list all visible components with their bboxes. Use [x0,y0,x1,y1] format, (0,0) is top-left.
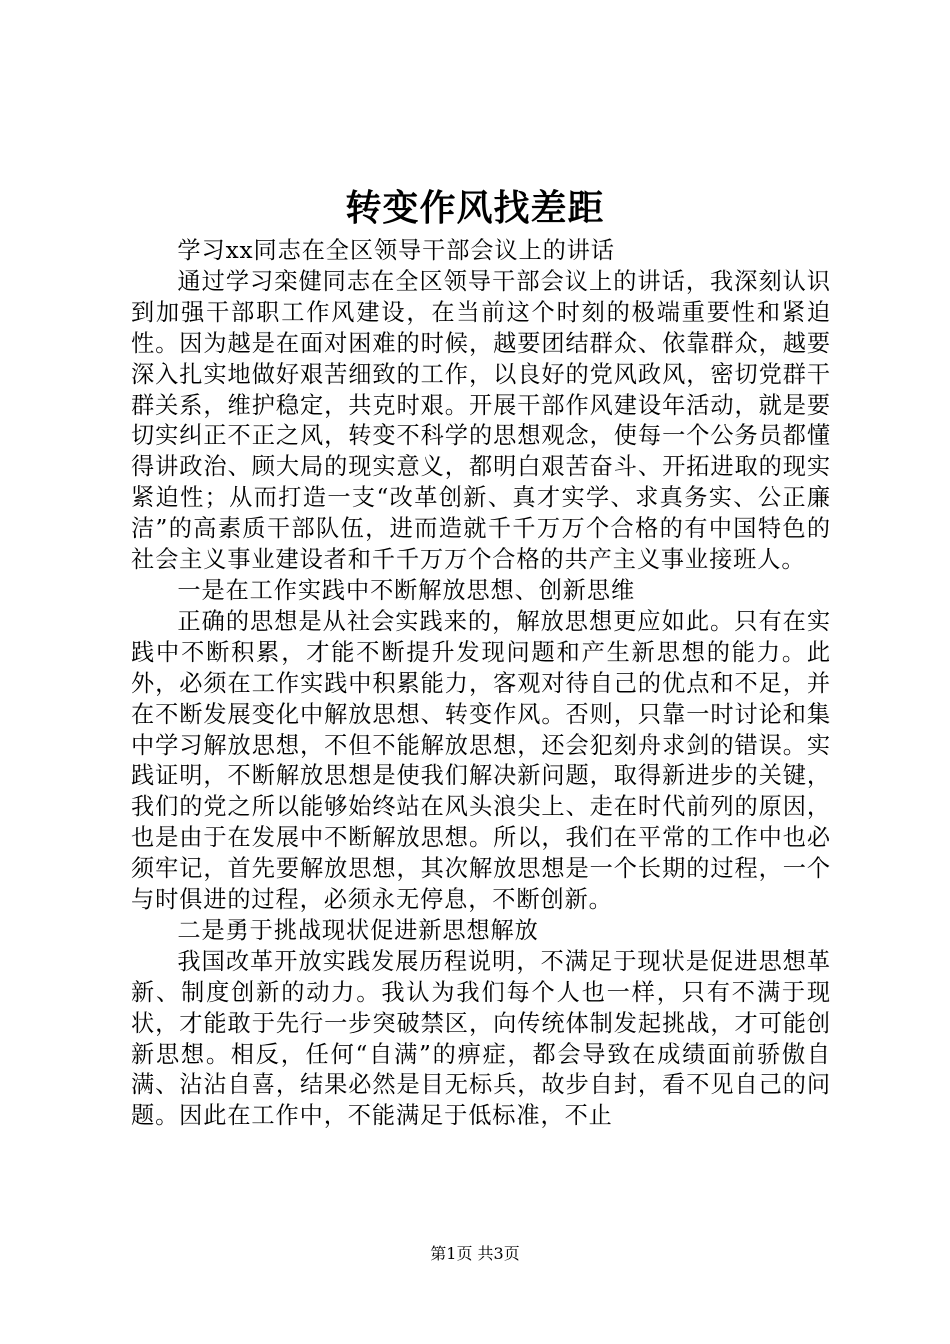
paragraph-section-1: 正确的思想是从社会实践来的，解放思想更应如此。只有在实践中不断积累，才能不断提升发现问题和产生新思想的能力。此外，必须在工作实践中积累能力，客观对待自己的优点和不足，并在不断发展变化中解放思想、转变作风。否则，只靠一时讨论和集中学习解放思想，不但不能解放思想，还会犯刻舟求剑的错误。实践证明，不断解放思想是使我们解决新问题，取得新进步的关键，我们的党之所以能够始终站在风头浪尖上、走在时代前列的原因，也是由于在发展中不断解放思想。所以，我们在平常的工作中也必须牢记，首先要解放思想，其次解放思想是一个长期的过程，一个与时俱进的过程，必须永无停息，不断创新。 [131,607,831,914]
page-footer: 第1页 共3页 [430,1244,520,1263]
paragraph-subtitle: 学习xx同志在全区领导干部会议上的讲话 [177,237,615,264]
paragraph-section-2: 我国改革开放实践发展历程说明，不满足于现状是促进思想革新、制度创新的动力。我认为我们每个人也一样，只有不满于现状，才能敢于先行一步突破禁区，向传统体制发起挑战，才可能创新思想。相反，任何“自满”的痹症，都会导致在成绩面前骄傲自满、沾沾自喜，结果必然是目无标兵，故步自封，看不见自己的问题。因此在工作中，不能满足于低标准，不止 [131,947,831,1130]
section-heading-2: 二是勇于挑战现状促进新思想解放 [177,916,539,944]
document-title: 转变作风找差距 [345,187,605,229]
paragraph-intro: 通过学习栾健同志在全区领导干部会议上的讲话，我深刻认识到加强干部职工作风建设，在当前这个时刻的极端重要性和紧迫性。因为越是在面对困难的时候，越要团结群众、依靠群众，越要深入扎实地做好艰苦细致的工作，以良好的党风政风，密切党群干群关系，维护稳定，共克时艰。开展干部作风建设年活动，就是要切实纠正不正之风，转变不科学的思想观念，使每一个公务员都懂得讲政治、顾大局的现实意义，都明白艰苦奋斗、开拓进取的现实紧迫性；从而打造一支“改革创新、真才实学、求真务实、公正廉洁”的高素质干部队伍，进而造就千千万万个合格的有中国特色的社会主义事业建设者和千千万万个合格的共产主义事业接班人。 [131,267,831,574]
document-body [131,236,831,1132]
section-heading-1: 一是在工作实践中不断解放思想、创新思维 [177,576,636,604]
